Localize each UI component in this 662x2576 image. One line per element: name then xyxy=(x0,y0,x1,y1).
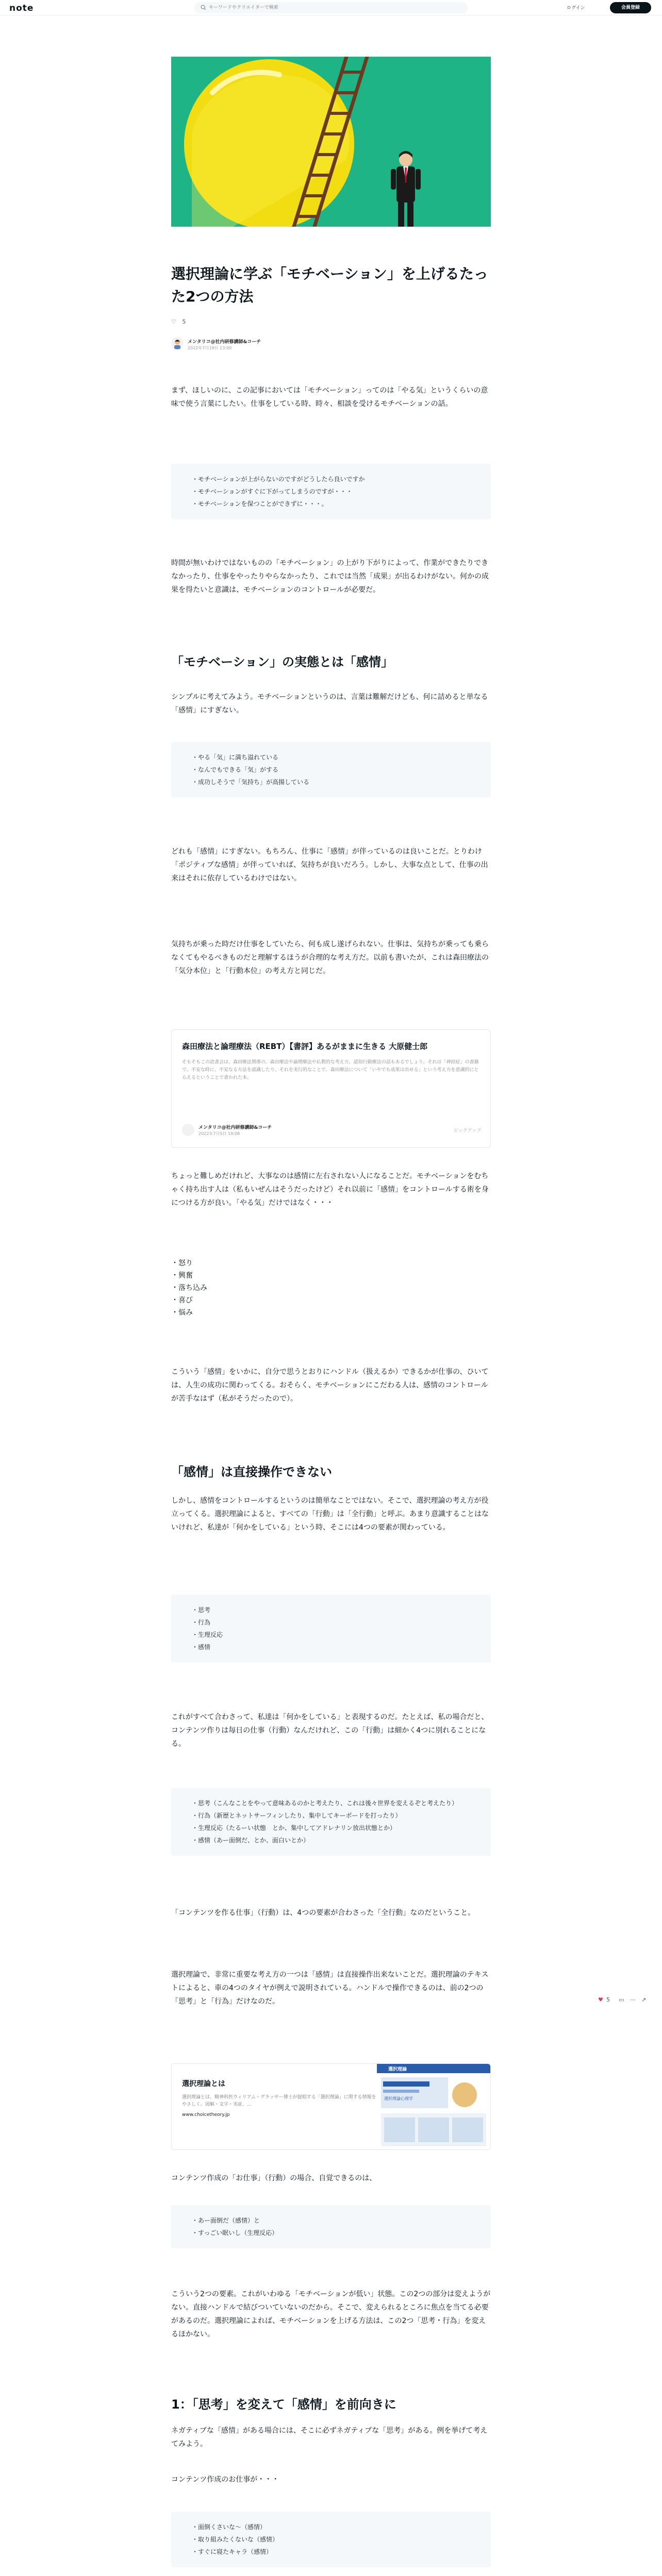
paragraph: どれも「感情」にすぎない。もちろん、仕事に「感情」が伴っているのは良いことだ。とりわけ「ポジティブな感情」が伴っていれば、気持ちが良いだろう。しかし、大事な点として、仕事の出来はそれに依存しているわけではない。 xyxy=(171,848,488,883)
section-heading: 1：「思考」を変えて「感情」を前向きに xyxy=(171,2397,396,2412)
paragraph: ネガティブな「感情」がある場合には、そこに必ずネガティブな「思考」がある。例を挙げて考えてみよう。 xyxy=(171,2427,488,2448)
list-item: ・なんでもできる「気」がする xyxy=(192,766,279,773)
article-title: 選択理論に学ぶ「モチベーション」を上げるたった2つの方法 xyxy=(171,265,488,305)
link-card-url[interactable]: www.choicetheory.jp xyxy=(182,2112,230,2117)
list-item: ・モチベーションを保つことができずに・・・。 xyxy=(192,500,328,507)
list-item: ・モチベーションが上がらないのですがどうしたら良いですか xyxy=(192,476,365,483)
author-info[interactable] xyxy=(171,335,491,353)
list-item: ・落ち込み xyxy=(171,1284,207,1292)
list-item: ・すぐに寝たキャラ（感情） xyxy=(192,2548,273,2555)
author-avatar[interactable] xyxy=(171,337,184,349)
quote-box xyxy=(171,1788,491,1856)
floating-like-count: 5 xyxy=(606,1996,610,2003)
like-count: 5 xyxy=(182,318,186,325)
list-item: ・すっごい眠いし（生理反応） xyxy=(192,2229,278,2236)
publish-date: 2022年7月19日 13:00 xyxy=(188,346,232,350)
embed-author: メンタリコ@社内研修講師&コーチ xyxy=(198,1125,272,1130)
author-name[interactable]: メンタリコ@社内研修講師&コーチ xyxy=(188,340,261,345)
emotion-list xyxy=(171,1257,491,1319)
search-input[interactable] xyxy=(209,3,461,12)
paragraph: シンプルに考えてみよう。モチベーションというのは、言葉は難解だけども、何に詰めると単なる「感情」にすぎない。 xyxy=(171,693,488,715)
paragraph: 気持ちが乗った時だけ仕事をしていたら、何も成し遂げられない。仕事は、気持ちが乗っても乗らなくてもやるべきものだと理解するほうが合理的な考え方だ。以前も書いたが、これは森田療法の「気分本位」と「行動本位」の考え方と同じだ。 xyxy=(171,940,489,975)
thumbnail-brand: 選択理論 xyxy=(388,2067,407,2072)
paragraph: コンテンツ作成の「お仕事」（行動）の場合、自覚できるのは、 xyxy=(171,2174,377,2182)
hero-image xyxy=(171,57,491,227)
login-link[interactable]: ログイン xyxy=(567,6,585,11)
link-card-text xyxy=(182,2078,378,2117)
list-item: ・悩み xyxy=(171,1309,193,1317)
heart-icon: ♡ xyxy=(171,318,176,325)
paragraph: ちょっと難しめだけれど、大事なのは感情に左右されない人になることだ。モチベーションをむちゃく持ち出す人は（私もいぜんはそうだったけど）それ以前に「感情」をコントロールする術を身につける方が良い。「やる気」だけではなく・・・ xyxy=(171,1172,489,1207)
share-icon[interactable]: ↗ xyxy=(641,1996,647,2003)
top-navigation-bar xyxy=(0,0,662,15)
section-heading: 「モチベーション」の実態とは「感情」 xyxy=(171,655,394,669)
paragraph: 「コンテンツを作る仕事」（行動）は、4つの要素が合わさった「全行動」なのだということ。 xyxy=(171,1909,475,1917)
list-item: ・思考 xyxy=(192,1606,211,1614)
link-card-thumbnail xyxy=(377,2064,490,2150)
search-icon xyxy=(201,5,206,10)
paragraph: こういう「感情」をいかに、自分で思うとおりにハンドル（扱えるか）できるかが仕事の、ひいては、人生の成功に関わってくる。おそらく、モチベーションにこだわる人は、感情のコントロールが苦手なはず（私がそうだったので）。 xyxy=(171,1368,489,1403)
quote-box xyxy=(171,2512,491,2567)
list-item: ・喜び xyxy=(171,1296,193,1304)
floating-like-icon[interactable]: ♥ xyxy=(598,1996,603,2003)
list-item: ・怒り xyxy=(171,1259,193,1267)
paragraph: こういう2つの要素。これがいわゆる「モチベーションが低い」状態。この2つの部分は変えようがない。直接ハンドルで結びついていないのだから。そこで、変えられるところに焦点を当てる必要があるのだ。選択理論によれば、モチベーションを上げる方法は、この2つ「思考・行為」を変えるほかない。 xyxy=(171,2290,491,2338)
like-button[interactable] xyxy=(171,318,186,325)
list-item: ・行為 xyxy=(192,1619,211,1626)
embed-footer xyxy=(182,1123,481,1138)
paragraph: 選択理論で、非常に重要な考え方の一つは「感情」は直接操作出来ないことだ。選択理論のテキストによると、車の4つのタイヤが例えで説明されている。ハンドルで操作できるのは、前の2つの「思考」と「行為」だけなのだ。 xyxy=(171,1971,489,2006)
link-card-description: 選択理論とは、精神科医ウィリアム・グラッサー博士が提唱する「選択理論」に関する情報をやさしく。図解・文字・実証、... xyxy=(182,2095,376,2107)
list-item: ・モチベーションがすぐに下がってしまうのですが・・・ xyxy=(192,488,353,495)
list-item: ・興奮 xyxy=(171,1272,193,1280)
quote-box xyxy=(171,2205,491,2248)
register-button[interactable]: 会員登録 xyxy=(610,2,651,13)
lightbulb-ladder-illustration xyxy=(171,57,491,227)
list-item: ・思考（こんなことをやって意味あるのかと考えたり、これは後々世界を変えるぞと考えたり） xyxy=(192,1800,458,1807)
paragraph: コンテンツ作成のお仕事が・・・ xyxy=(171,2476,279,2484)
embedded-note-card[interactable] xyxy=(171,1029,491,1148)
paragraph: しかし、感情をコントロールするというのは簡単なことではない。そこで、選択理論の考え方が役立ってくる。選択理論によると、すべての「行動」は「全行動」と呼ぶ。あまり意識することはないけれど、私達が「何かをしている」という時、そこには4つの要素が関わっている。 xyxy=(171,1497,489,1532)
section-heading: 「感情」は直接操作できない xyxy=(171,1465,332,1479)
quote-box xyxy=(171,464,491,519)
paragraph: まず、ほしいのに、この記事においては「モチベーション」ってのは「やる気」というくらいの意味で使う言葉にしたい。仕事をしている時、時々、相談を受けるモチベーションの話。 xyxy=(171,386,488,408)
paragraph: 時間が無いわけではないものの「モチベーション」の上がり下がりによって、作業ができたりできなかったり、仕事をやったりやらなかったり、これでは当然「成果」が出るわけがない。何かの成果を得たいと意識は、モチベーションのコントロールが必要だ。 xyxy=(171,559,489,594)
quote-box xyxy=(171,742,491,798)
note-logo[interactable]: note xyxy=(9,3,34,13)
list-item: ・取り組みたくないな（感情） xyxy=(192,2536,279,2543)
list-item: ・成功しそうで「気持ち」が高揚している xyxy=(192,778,310,786)
search-box[interactable] xyxy=(194,2,468,13)
link-card-title[interactable]: 選択理論とは xyxy=(182,2080,225,2088)
floating-action-bar xyxy=(598,1996,650,2007)
embed-tag: ピックアップ xyxy=(453,1128,481,1133)
embed-title[interactable]: 森田療法と論理療法（REBT）【書評】あるがままに生きる 大原健士郎 xyxy=(182,1042,428,1051)
thumbnail-caption: 選択理論心理学 xyxy=(384,2096,413,2101)
paragraph: これがすべて合わさって、私達は「何かをしている」と表現するのだ。たとえば、私の場合だと、コンテンツ作りは毎日の仕事（行動）なんだけれど、この「行動」は細かく4つに別れることになる。 xyxy=(171,1713,489,1748)
list-item: ・感情（あー面倒だ、とか、面白いとか） xyxy=(192,1837,310,1844)
more-icon[interactable]: ⋯ xyxy=(630,1996,636,2003)
list-item: ・生理反応（たるーい状態 とか、集中してアドレナリン放出状態とか） xyxy=(192,1824,396,1832)
embed-author-avatar xyxy=(182,1124,194,1136)
list-item: ・面倒くさいな～（感情） xyxy=(192,2523,267,2531)
list-item: ・行為（新歴とネットサーフィンしたり、集中してキーボードを打ったり） xyxy=(192,1812,402,1819)
list-item: ・あー面倒だ（感情）と xyxy=(192,2217,260,2224)
list-item: ・感情 xyxy=(192,1643,211,1651)
quote-box xyxy=(171,1595,491,1663)
list-item: ・生理反応 xyxy=(192,1631,223,1638)
list-item: ・やる「気」に満ち溢れている xyxy=(192,754,279,761)
embed-date: 2022年7月5日 19:08 xyxy=(198,1131,240,1136)
embedded-link-card[interactable] xyxy=(171,2063,491,2150)
comment-icon[interactable]: ▭ xyxy=(619,1996,624,2003)
embed-description: そもそもこの読書会は、森田療法関係の。森田療法や論理療法や仏教的な考え方。認知行動療法の話もあるでしょう。それは「神経症」の書籍で、不安な時に、不安なる方法を認識したり、それを実行的なことで、森田療法について「いやでも成果は出せる」という考え方を意識的にとらえるということで書かれた本。 xyxy=(182,1060,479,1080)
